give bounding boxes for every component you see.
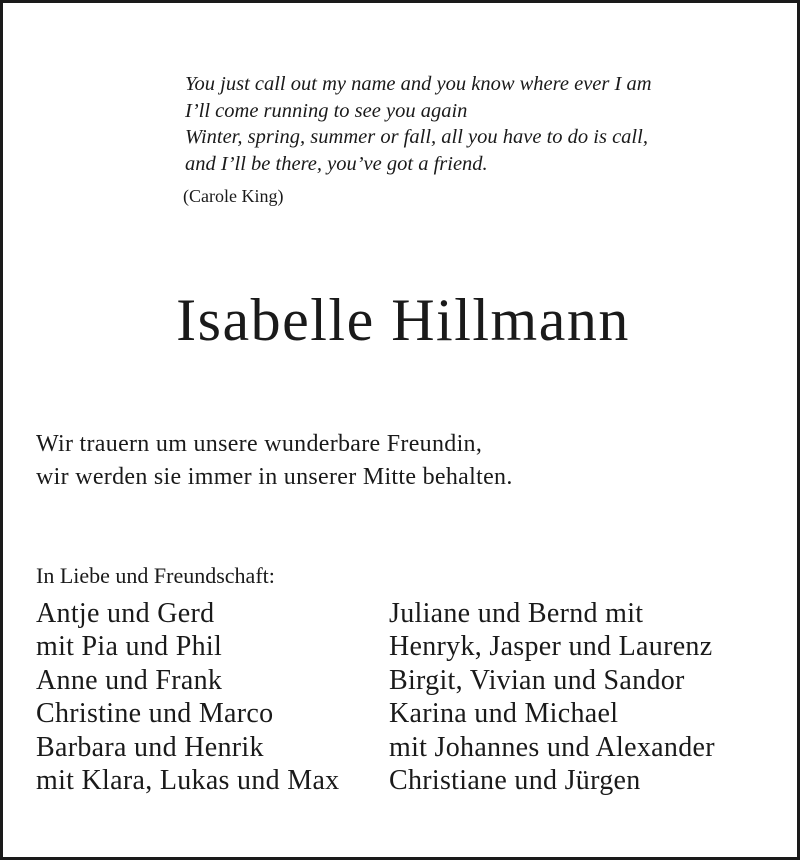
signer-entry: mit Johannes und Alexander [389, 731, 715, 763]
song-quote [185, 71, 652, 177]
signer-entry: Antje und Gerd [36, 598, 215, 629]
quote-line: You just call out my name and you know where ever I am [185, 73, 652, 95]
signer-entry: mit Klara, Lukas und Max [36, 765, 340, 797]
mourning-line: wir werden sie immer in unserer Mitte behalten. [36, 464, 513, 490]
signer-entry: Juliane und Bernd mit [389, 598, 644, 629]
signer-entry: Christine und Marco [36, 698, 274, 730]
mourning-text [36, 428, 513, 494]
signer-entry: mit Pia und Phil [36, 631, 223, 663]
signer-entry: Christiane und Jürgen [389, 765, 641, 797]
signer-entry: Anne und Frank [36, 664, 223, 696]
quote-author: (Carole King) [183, 186, 284, 206]
signers-right-column [389, 597, 715, 797]
signer-entry: Karina und Michael [389, 698, 619, 730]
signer-entry: Birgit, Vivian und Sandor [389, 664, 685, 696]
signers-left-column [36, 597, 339, 797]
mourning-line: Wir trauern um unsere wunderbare Freundin, [36, 431, 483, 457]
quote-line: and I’ll be there, you’ve got a friend. [185, 152, 488, 175]
signer-entry: Henryk, Jasper und Laurenz [389, 631, 713, 663]
deceased-name: Isabelle Hillmann [176, 287, 630, 353]
signoff-label: In Liebe und Freundschaft: [36, 563, 275, 588]
quote-line: I’ll come running to see you again [185, 99, 468, 122]
signer-entry: Barbara und Henrik [36, 731, 264, 763]
quote-line: Winter, spring, summer or fall, all you have to do is call, [185, 126, 648, 148]
